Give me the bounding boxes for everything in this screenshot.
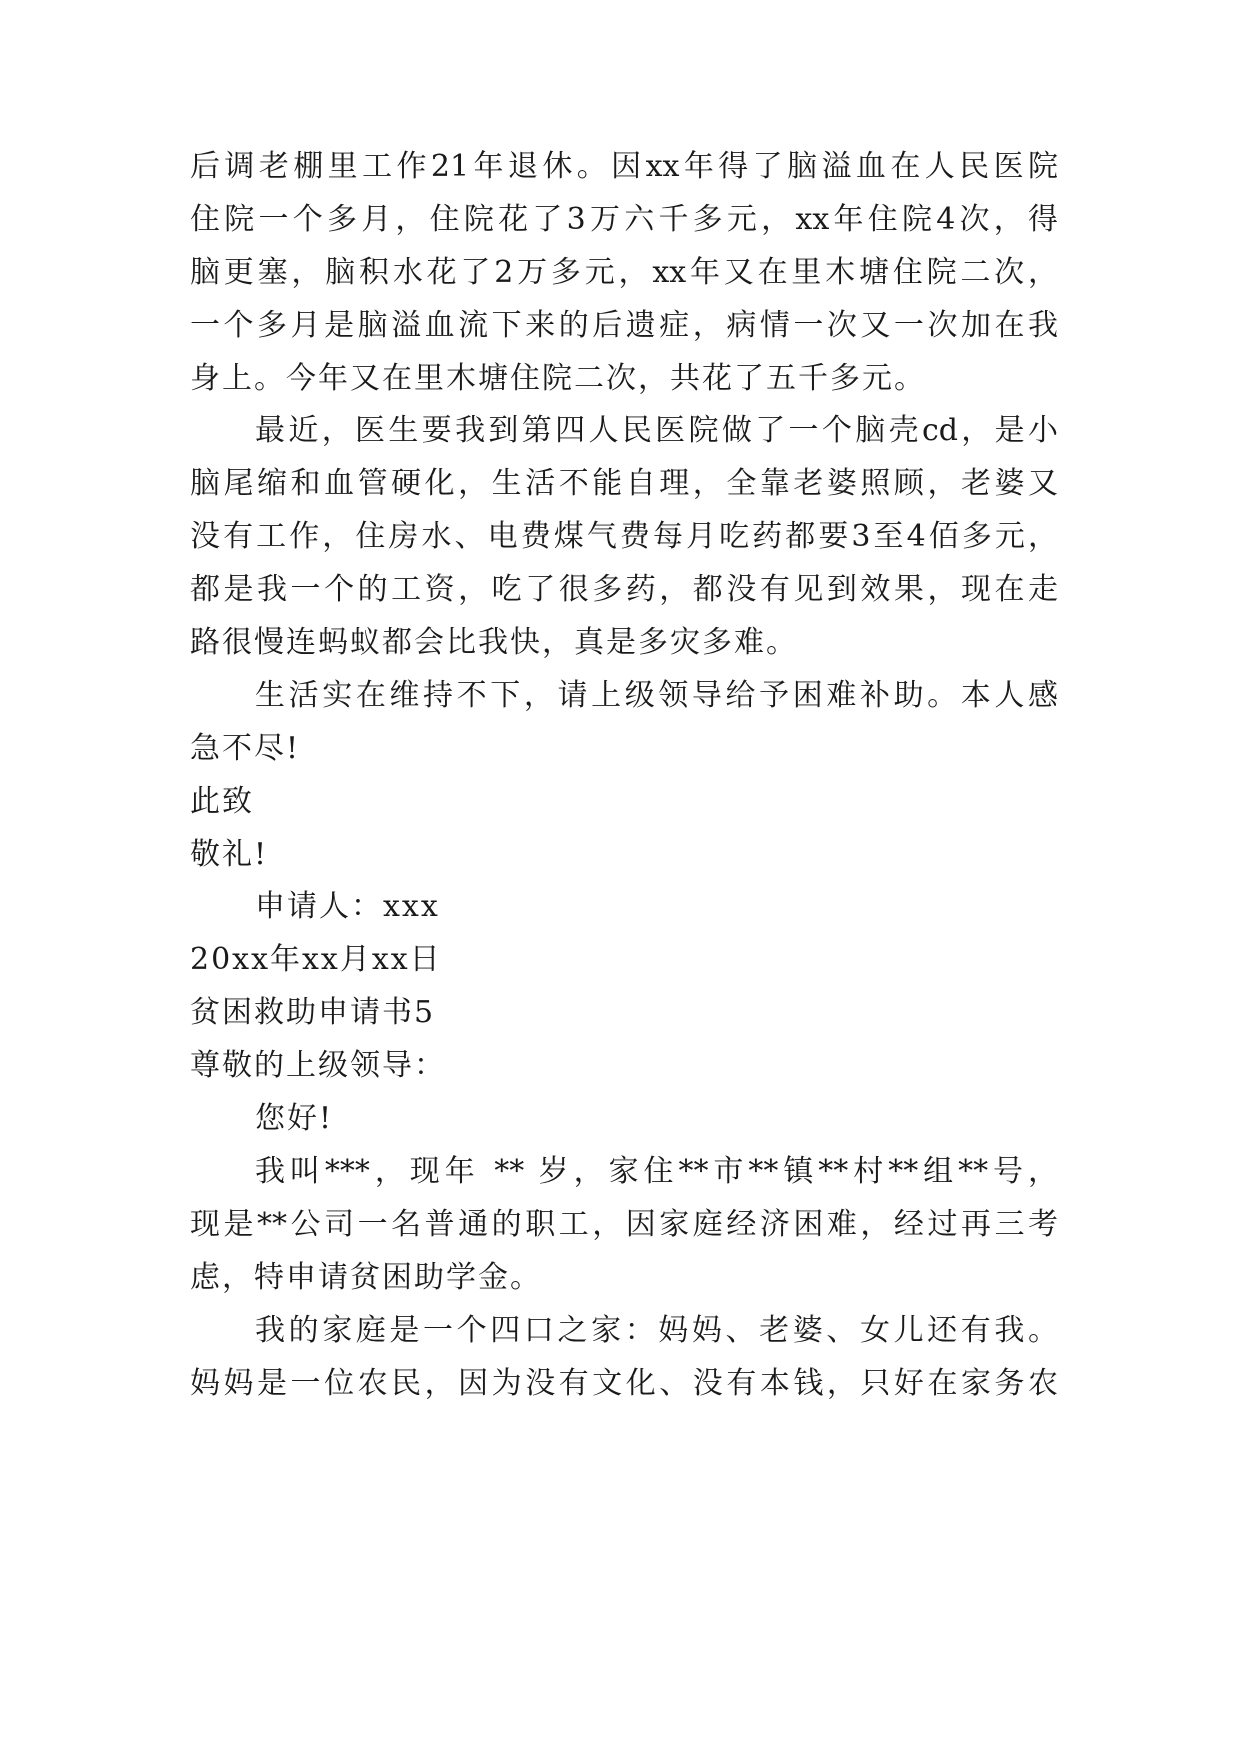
- body-text-line: 妈妈是一位农民，因为没有文化、没有本钱，只好在家务农: [190, 1366, 1058, 1401]
- body-text-line: 生活实在维持不下，请上级领导给予困难补助。本人感: [255, 678, 1058, 713]
- body-text-line: 身上。今年又在里木塘住院二次，共花了五千多元。: [190, 361, 926, 396]
- body-text-line: 我的家庭是一个四口之家：妈妈、老婆、女儿还有我。: [255, 1313, 1058, 1348]
- body-text-line: 脑尾缩和血管硬化，生活不能自理，全靠老婆照顾，老婆又: [190, 466, 1058, 501]
- body-text-line: 都是我一个的工资，吃了很多药，都没有见到效果，现在走: [190, 572, 1058, 607]
- section-title: 贫困救助申请书5: [190, 995, 436, 1030]
- closing-regards: 敬礼!: [190, 837, 269, 872]
- body-text-line: 路很慢连蚂蚁都会比我快，真是多灾多难。: [190, 625, 798, 660]
- body-text-line: 一个多月是脑溢血流下来的后遗症，病情一次又一次加在我: [190, 308, 1058, 343]
- body-text-line: 最近，医生要我到第四人民医院做了一个脑壳cd，是小: [255, 413, 1058, 448]
- body-text-line: 现是**公司一名普通的职工，因家庭经济困难，经过再三考: [190, 1207, 1058, 1242]
- salutation: 尊敬的上级领导：: [190, 1048, 446, 1083]
- body-text-line: 脑更塞，脑积水花了2万多元，xx年又在里木塘住院二次，: [190, 255, 1058, 290]
- body-text-line: 住院一个多月，住院花了3万六千多元，xx年住院4次，得: [190, 202, 1058, 237]
- body-text-line: 没有工作，住房水、电费煤气费每月吃药都要3至4佰多元，: [190, 519, 1058, 554]
- body-text-line: 虑，特申请贫困助学金。: [190, 1260, 542, 1295]
- body-text-line: 我叫***，现年 ** 岁，家住**市**镇**村**组**号，: [255, 1154, 1058, 1189]
- body-text-line: 后调老棚里工作21年退休。因xx年得了脑溢血在人民医院: [190, 149, 1058, 184]
- greeting: 您好!: [255, 1101, 334, 1136]
- date-line: 20xx年xx月xx日: [190, 942, 442, 977]
- body-text-line: 急不尽!: [190, 731, 301, 766]
- applicant-signature: 申请人：xxx: [255, 889, 440, 924]
- closing-salutation: 此致: [190, 784, 254, 819]
